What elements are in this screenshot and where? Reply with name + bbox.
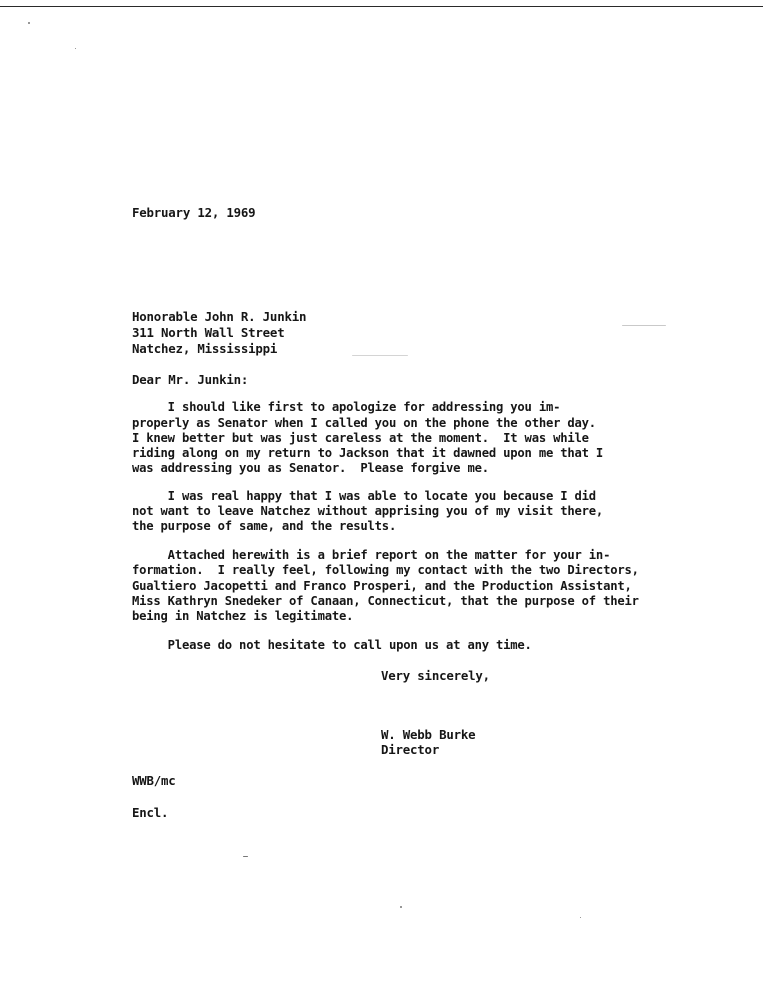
enclosure-notation: Encl. xyxy=(132,805,169,820)
paragraph-1-line-3: I knew better but was just careless at the moment. It was while xyxy=(132,431,589,445)
recipient-city: Natchez, Mississippi xyxy=(132,341,278,356)
paragraph-1-line-2: properly as Senator when I called you on the phone the other day. xyxy=(132,416,596,430)
paragraph-2-line-2: not want to leave Natchez without apprising you of my visit there, xyxy=(132,504,604,518)
paragraph-1-line-1: I should like first to apologize for addressing you im- xyxy=(132,400,561,414)
paragraph-3-line-4: Miss Kathryn Snedeker of Canaan, Connecticut, that the purpose of their xyxy=(132,594,639,608)
scan-speck xyxy=(28,22,30,24)
scan-speck xyxy=(352,355,408,356)
scan-speck xyxy=(75,48,76,49)
letter-date: February 12, 1969 xyxy=(132,205,256,220)
paragraph-4-line-1: Please do not hesitate to call upon us at any time. xyxy=(132,638,532,652)
scan-speck xyxy=(400,906,402,908)
salutation: Dear Mr. Junkin: xyxy=(132,372,249,387)
paragraph-1-line-5: was addressing you as Senator. Please forgive me. xyxy=(132,461,489,475)
complimentary-closing: Very sincerely, xyxy=(381,668,490,683)
paragraph-2-line-1: I was real happy that I was able to locate you because I did xyxy=(132,489,596,503)
recipient-street: 311 North Wall Street xyxy=(132,325,285,340)
scan-speck xyxy=(622,325,666,326)
paragraph-3-line-3: Gualtiero Jacopetti and Franco Prosperi, and the Production Assistant, xyxy=(132,579,632,593)
reference-initials: WWB/mc xyxy=(132,773,176,788)
signer-title: Director xyxy=(381,742,440,757)
top-edge-rule xyxy=(0,6,763,7)
scan-speck xyxy=(243,856,248,857)
scan-speck xyxy=(580,917,581,918)
paragraph-2-line-3: the purpose of same, and the results. xyxy=(132,519,397,533)
signer-name: W. Webb Burke xyxy=(381,727,476,742)
paragraph-3-line-5: being in Natchez is legitimate. xyxy=(132,609,354,623)
recipient-name: Honorable John R. Junkin xyxy=(132,309,307,324)
paragraph-3-line-2: formation. I really feel, following my contact with the two Directors, xyxy=(132,563,639,577)
paragraph-1-line-4: riding along on my return to Jackson that it dawned upon me that I xyxy=(132,446,604,460)
paragraph-3-line-1: Attached herewith is a brief report on the matter for your in- xyxy=(132,548,611,562)
